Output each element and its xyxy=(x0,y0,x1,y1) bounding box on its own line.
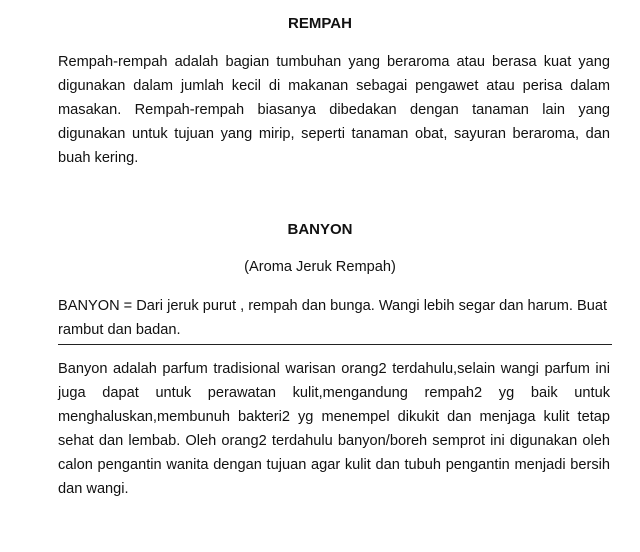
banyon-subtitle: (Aroma Jeruk Rempah) xyxy=(244,259,396,275)
banyon-definition: BANYON = Dari jeruk purut , rempah dan bunga. Wangi lebih segar dan harum. Buat rambut dan badan. xyxy=(58,298,608,338)
banyon-description: Banyon adalah parfum tradisional warisan orang2 terdahulu,selain wangi parfum ini juga dapat untuk perawatan kulit,mengandung rempah2 yg baik untuk menghaluskan,membunuh bakteri2 yg menempel dikukit dan menjaga kulit tetap sehat dan lembab. Oleh orang2 terdahulu banyon/boreh semprot ini digunakan oleh calon pengantin wanita dengan tujuan agar kulit dan tubuh pengantin menjadi bersih dan wangi. xyxy=(58,361,610,497)
banyon-title: BANYON xyxy=(287,221,353,238)
rempah-title: REMPAH xyxy=(288,15,352,32)
rempah-paragraph: Rempah-rempah adalah bagian tumbuhan yang beraroma atau berasa kuat yang digunakan dalam jumlah kecil di makanan sebagai pengawet atau perisa dalam masakan. Rempah-rempah biasanya dibedakan dengan tanaman lain yang digunakan untuk tujuan yang mirip, seperti tanaman obat, sayuran beraroma, dan buah kering. xyxy=(58,54,610,166)
section-divider xyxy=(58,344,612,345)
